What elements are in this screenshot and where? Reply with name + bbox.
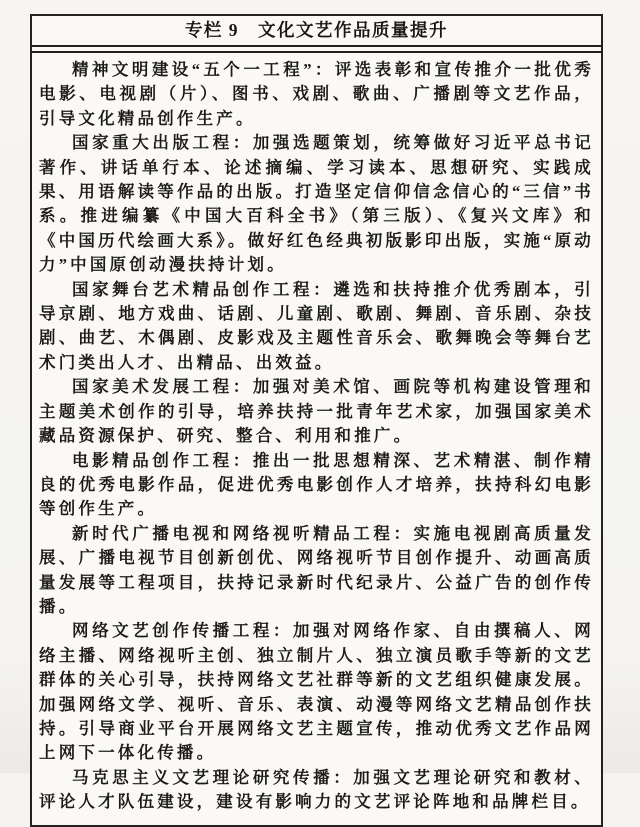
paragraph-wuge-yi-gongcheng: 精神文明建设“五个一工程”：评选表彰和宣传推介一批优秀电影、电视剧（片）、图书、戏剧、歌曲、广播剧等文艺作品，引导文化精品创作生产。 [39,60,594,128]
column-box [30,14,603,827]
panel-body [32,51,601,825]
paragraph-fine-arts-project: 国家美术发展工程：加强对美术馆、画院等机构建设管理和主题美术创作的引导，培养扶持一批青年艺术家，加强国家美术藏品资源保护、研究、整合、利用和推广。 [39,377,594,446]
paragraph-online-literature-project: 网络文艺创作传播工程：加强对网络作家、自由撰稿人、网络主播、网络视听主创、独立制片人、独立演员歌手等新的文艺群体的关心引导，扶持网络文艺社群等新的文艺组织健康发展。加强网络文学、视听、音乐、表演、动漫等网络文艺精品创作扶持。引导商业平台开展网络文艺主题宣传，推动优秀文艺作品网上网下一体化传播。 [39,621,594,763]
paragraph-national-publishing-project: 国家重大出版工程：加强选题策划，统筹做好习近平总书记著作、讲话单行本、论述摘编、学习读本、思想研究、实践成果、用语解读等作品的出版。打造坚定信仰信念信心的“三信”书系。推进编纂《中国大百科全书》（第三版）、《复兴文库》和《中国历代绘画大系》。做好红色经典初版影印出版，实施“原动力”中国原创动漫扶持计划。 [39,133,594,275]
panel-title: 专栏 9 文化文艺作品质量提升 [32,16,601,47]
paragraph-broadcast-network-project: 新时代广播电视和网络视听精品工程：实施电视剧高质量发展、广播电视节目创新创优、网络视听节目创作提升、动画高质量发展等工程项目，扶持记录新时代纪录片、公益广告的创作传播。 [39,523,594,616]
paragraph-film-project: 电影精品创作工程：推出一批思想精深、艺术精湛、制作精良的优秀电影作品，促进优秀电影创作人才培养，扶持科幻电影等创作生产。 [39,450,594,519]
paragraph-marxist-theory-research: 马克思主义文艺理论研究传播：加强文艺理论研究和教材、评论人才队伍建设，建设有影响力的文艺评论阵地和品牌栏目。 [39,767,594,812]
paragraph-stage-art-project: 国家舞台艺术精品创作工程：遴选和扶持推介优秀剧本，引导京剧、地方戏曲、话剧、儿童剧、歌剧、舞剧、音乐剧、杂技剧、曲艺、木偶剧、皮影戏及主题性音乐会、歌舞晚会等舞台艺术门类出人才、出精品、出效益。 [39,279,594,372]
